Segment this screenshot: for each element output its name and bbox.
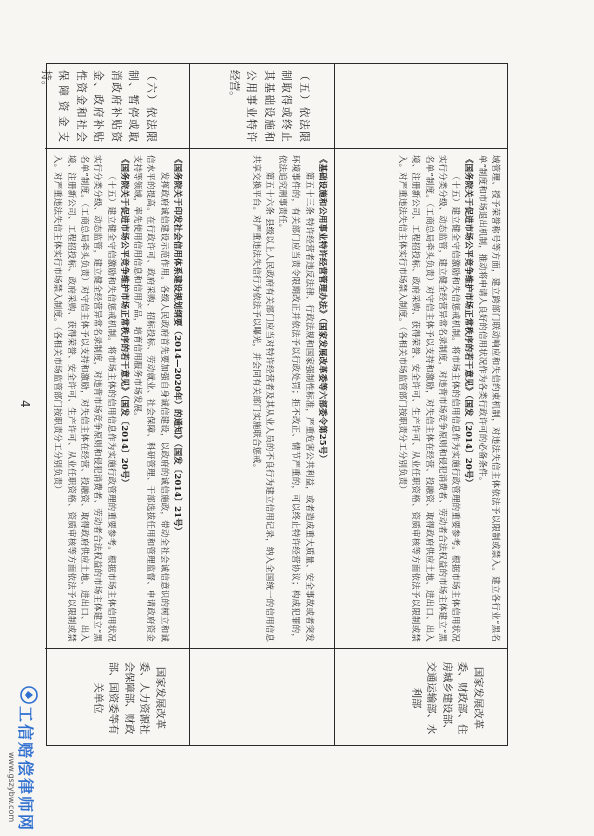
basis-paragraph: 发挥政府诚信建设示范作用。各级人民政府首先要加强自身诚信建设，以政府的诚信施政，带动全社会诚信意识的树立和诚信水平的提高。在行政许可、政府采购、招标投标、劳动就业、社会保障、科研管理、干部选拔任用和管理监督、申请政府资金支持等领域，率先使用信用信息和信用产品，培育信用服务市场发展。	[133, 155, 170, 642]
measure-cell	[40, 64, 189, 148]
basis-paragraph: （十五）建立健全守信激励和失信惩戒机制。将市场主体的信用信息作为实施行政管理的重要参考。根据市场主体信用状况实行分类分级、动态监管，建立健全经营异常名录制度，对违背市场竞争原则和侵犯消费者、劳动者合法权益的市场主体建立“黑名单”制度。（工商总局牵头负责）对守信主体予以支持和激励，对失信主体在经营、投融资、取得政府供应土地、进出口、出入境、注册新公司、工程招投标、政府采购、获得荣誉、安全许可、生产许可、从业任职资格、资质审核等方面依法予以限制或禁入。对严重违法失信主体实行市场禁入制度。（各相关市场监管部门按职责分工分别负责）	[397, 155, 462, 642]
measures-table	[40, 63, 508, 746]
basis-paragraph: 域管理、授予荣誉称号等方面，建立跨部门联动响应和失信约束机制，对违法失信主体依法予以限制或禁入。建立各行业“黑名单”制度和市场退出机制，推动将申请人良好的信用状况作为各类行政许可的必备条件。	[477, 155, 501, 642]
responsible-cell	[190, 649, 334, 747]
measure-text: （六）依法限制、暂停或取消政府补贴资金、政府补贴性资金和社会保障资金支持。	[40, 70, 157, 142]
basis-paragraph: 第五十三条 特许经营者违反法律、行政法规和国家强制性标准，严重危害公共利益，或者造成重大质量、安全事故或者突发环境事件的，有关部门应当责令限期改正并依法予以行政处罚；拒不改正、情节严重的，可以终止特许经营协议；构成犯罪的，依法追究刑事责任。	[278, 155, 315, 642]
responsible-cell	[45, 649, 189, 747]
basis-heading: 《国务院关于促进市场公平竞争维护市场正常秩序的若干意见》（国发〔2014〕20号）	[119, 155, 130, 488]
table-row	[189, 64, 334, 745]
basis-cell	[335, 149, 507, 648]
table-row	[334, 64, 507, 745]
measure-cell	[335, 64, 507, 148]
measure-cell	[190, 64, 334, 148]
watermark-url[interactable]: www.gszybw.com	[7, 752, 16, 823]
basis-paragraph: 第五十六条 县级以上人民政府有关部门应当对特许经营者及其从业人员的不良行为建立信用记录，纳入全国统一的信用信息共享交换平台。对严重违法失信行为依法予以曝光，并会同有关部门实施联合惩戒。	[251, 155, 275, 642]
basis-heading: 《国务院关于印发社会信用体系建设规划纲要（2014—2020年）的通知》（国发〔2014〕21号）	[173, 155, 183, 536]
responsible-cell	[335, 649, 507, 747]
basis-cell	[45, 149, 189, 648]
page-number: 4	[18, 400, 32, 408]
basis-paragraph: （十五）建立健全守信激励和失信惩戒机制。将市场主体的信用信息作为实施行政管理的重要参考。根据市场主体信用状况实行分类分级、动态监管，建立健全经营异常名录制度，对违背市场竞争原则和侵犯消费者、劳动者合法权益的市场主体建立“黑名单”制度。（工商总局牵头负责）对守信主体予以支持和激励，对失信主体在经营、投融资、取得政府供应土地、进出口、出入境、注册新公司、工程招投标、政府采购、获得荣誉、安全许可、生产许可、从业任职资格、资质审核等方面依法予以限制或禁入。对严重违法失信主体实行市场禁入制度。（各相关市场监管部门按职责分工分别负责）	[53, 155, 117, 642]
basis-heading: 《国务院关于促进市场公平竞争维护市场正常秩序的若干意见》（国发〔2014〕20号）	[464, 155, 475, 488]
measure-text: （五）依法限制取得或终止其基础设施和公用事业特许经营。	[228, 70, 310, 142]
table-row	[40, 64, 189, 745]
basis-heading: 《基础设施和公用事业特许经营管理办法》（国家发展改革委等六部委令第25号）	[318, 155, 328, 463]
watermark-text: 工信赔偿律师网	[16, 706, 35, 833]
responsible-text: 国家发展改革委、人力资源社会保障部、财政部、国资委等有关单位	[92, 661, 166, 735]
responsible-text: 国家发展改革委、财政部、住房城乡建设部、交通运输部、水利部	[410, 661, 484, 735]
basis-cell	[190, 149, 334, 648]
watermark-logo-icon	[20, 686, 38, 704]
